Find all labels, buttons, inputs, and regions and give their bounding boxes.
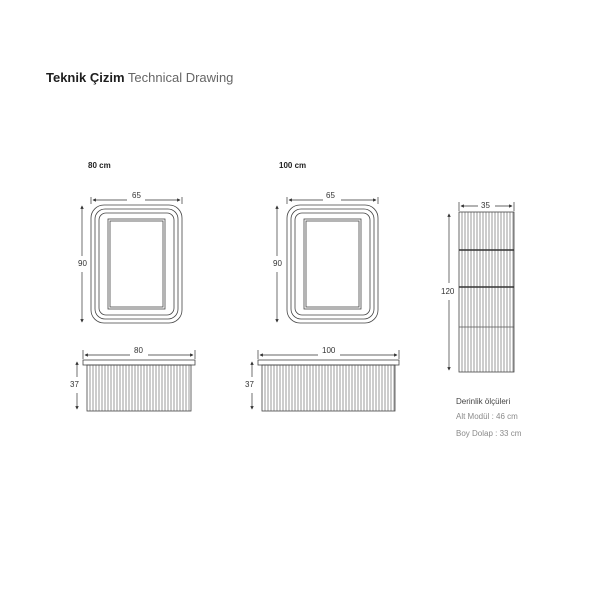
tall-cabinet-flutes <box>462 212 513 372</box>
tall-cabinet-shelves <box>459 250 514 287</box>
cabinet-100-width-label: 100 <box>322 346 336 355</box>
cabinet-80-height-label: 37 <box>70 380 79 389</box>
size-label-80: 80 cm <box>88 161 111 170</box>
mirror-80 <box>91 205 182 323</box>
cabinet-100-flutes <box>265 365 394 411</box>
cabinet-80 <box>83 360 195 411</box>
title-bold: Teknik Çizim <box>46 70 125 85</box>
mirror-80-height-label: 90 <box>78 259 87 268</box>
mirror-100 <box>287 205 378 323</box>
cabinet-100-height-label: 37 <box>245 380 254 389</box>
tall-cabinet-height-label: 120 <box>441 287 455 296</box>
size-label-100: 100 cm <box>279 161 307 170</box>
tall-cabinet <box>459 212 514 372</box>
depth-note-lower-module: Alt Modül : 46 cm <box>456 412 518 421</box>
cabinet-80-flutes <box>90 365 189 411</box>
mirror-80-width-label: 65 <box>132 191 141 200</box>
depth-notes-heading: Derinlik ölçüleri <box>456 397 511 406</box>
cabinet-80-width-label: 80 <box>134 346 143 355</box>
mirror-100-width-label: 65 <box>326 191 335 200</box>
mirror-100-height-label: 90 <box>273 259 282 268</box>
depth-note-tall-cabinet: Boy Dolap : 33 cm <box>456 429 522 438</box>
tall-cabinet-width-label: 35 <box>481 201 490 210</box>
cabinet-100 <box>258 360 399 411</box>
title-light: Technical Drawing <box>127 70 234 85</box>
